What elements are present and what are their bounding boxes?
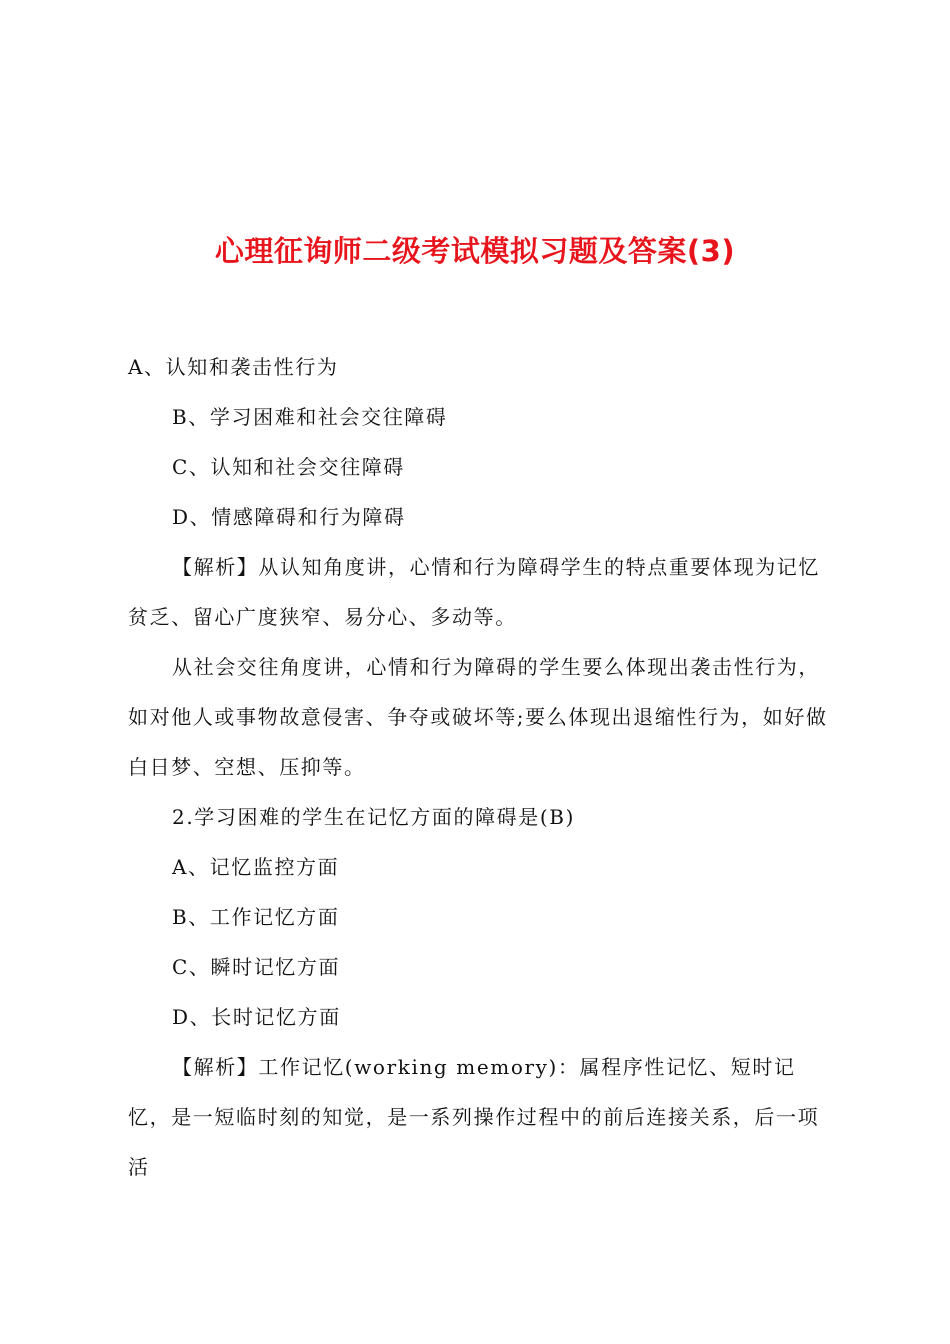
option-c-paragraph: C、认知和社会交往障碍	[172, 455, 405, 479]
option-a-paragraph: A、认知和袭击性行为	[128, 355, 339, 379]
social-analysis-paragraph: 从社会交往角度讲，心情和行为障碍的学生要么体现出袭击性行为，如对他人或事物故意侵害、争夺或破坏等;要么体现出退缩性行为，如好做白日梦、空想、压抑等。	[128, 655, 828, 779]
q2-option-d-paragraph: D、长时记忆方面	[172, 1005, 341, 1029]
q2-option-b-paragraph: B、工作记忆方面	[172, 905, 340, 929]
q2-analysis-paragraph: 【解析】工作记忆(working memory)：属程序性记忆、短时记忆，是一短临时刻的知觉，是一系列操作过程中的前后连接关系，后一项活	[128, 1055, 820, 1179]
analysis-paragraph: 【解析】从认知角度讲，心情和行为障碍学生的特点重要体现为记忆贫乏、留心广度狭窄、易分心、多动等。	[128, 555, 820, 629]
page-title: 心理征询师二级考试模拟习题及答案(3)	[214, 234, 736, 269]
question-2-paragraph: 2.学习困难的学生在记忆方面的障碍是(B)	[172, 805, 575, 829]
option-b-paragraph: B、学习困难和社会交往障碍	[172, 405, 448, 429]
document-body	[128, 342, 834, 1192]
option-d-paragraph: D、情感障碍和行为障碍	[172, 505, 406, 529]
q2-option-a-paragraph: A、记忆监控方面	[172, 855, 340, 879]
q2-option-c-paragraph: C、瞬时记忆方面	[172, 955, 341, 979]
